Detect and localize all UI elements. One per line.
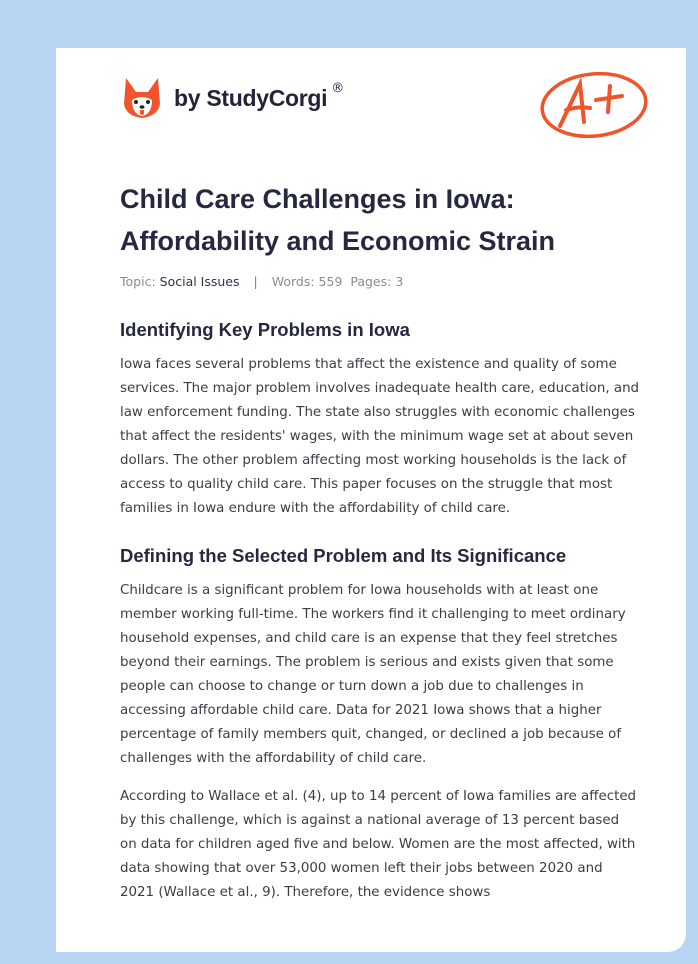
article-meta: [120, 274, 640, 289]
corgi-icon: [122, 76, 162, 120]
title-line-1: Child Care Challenges in Iowa:: [120, 184, 515, 214]
paragraph: Iowa faces several problems that affect the existence and quality of some services. The major problem involves inadequate health care, education, and law enforcement funding. The state also struggles with economic challenges that affect the residents' wages, with the minimum wage set at about seven dollars. The other problem affecting most working households is the lack of access to quality child care. This paper focuses on the struggle that most families in Iowa endure with the affordability of child care.: [120, 357, 640, 516]
pages-count: 3: [395, 274, 404, 289]
topic-label: Topic:: [120, 274, 156, 289]
title-line-2: Affordability and Economic Strain: [120, 226, 556, 256]
section-heading: Identifying Key Problems in Iowa: [120, 319, 410, 340]
paragraph: Childcare is a significant problem for Iowa households with at least one member working full-time. The workers find it challenging to meet ordinary household expenses, and child care is an expense that they feel stretches beyond their earnings. The problem is serious and exists given that some people can choose to change or turn down a job due to challenges in accessing affordable child care. Data for 2021 Iowa shows that a higher percentage of family members quit, changed, or declined a job because of challenges with the affordability of child care.: [120, 583, 626, 766]
section-heading: Defining the Selected Problem and Its Significance: [120, 545, 567, 566]
document-page: [56, 48, 686, 952]
studycorgi-logo[interactable]: [122, 76, 344, 120]
topic-link[interactable]: Social Issues: [159, 274, 240, 289]
a-plus-grade-icon: [538, 70, 650, 140]
page-title: [120, 178, 640, 262]
words-label: Words:: [271, 274, 315, 289]
meta-separator: |: [253, 274, 258, 289]
article: [120, 178, 640, 919]
paragraph: According to Wallace et al. (4), up to 14 percent of Iowa families are affected by this challenge, which is against a national average of 13 percent based on data for children aged five and below. Women are the most affected, with data showing that over 53,000 women left their jobs between 2020 and 2021 (Wallace et al., 9). Therefore, the evidence shows: [120, 789, 637, 900]
words-count: 559: [318, 274, 343, 289]
pages-label: Pages:: [350, 274, 392, 289]
brand-name: by StudyCorgi: [174, 84, 328, 111]
registered-mark: ®: [331, 80, 345, 96]
